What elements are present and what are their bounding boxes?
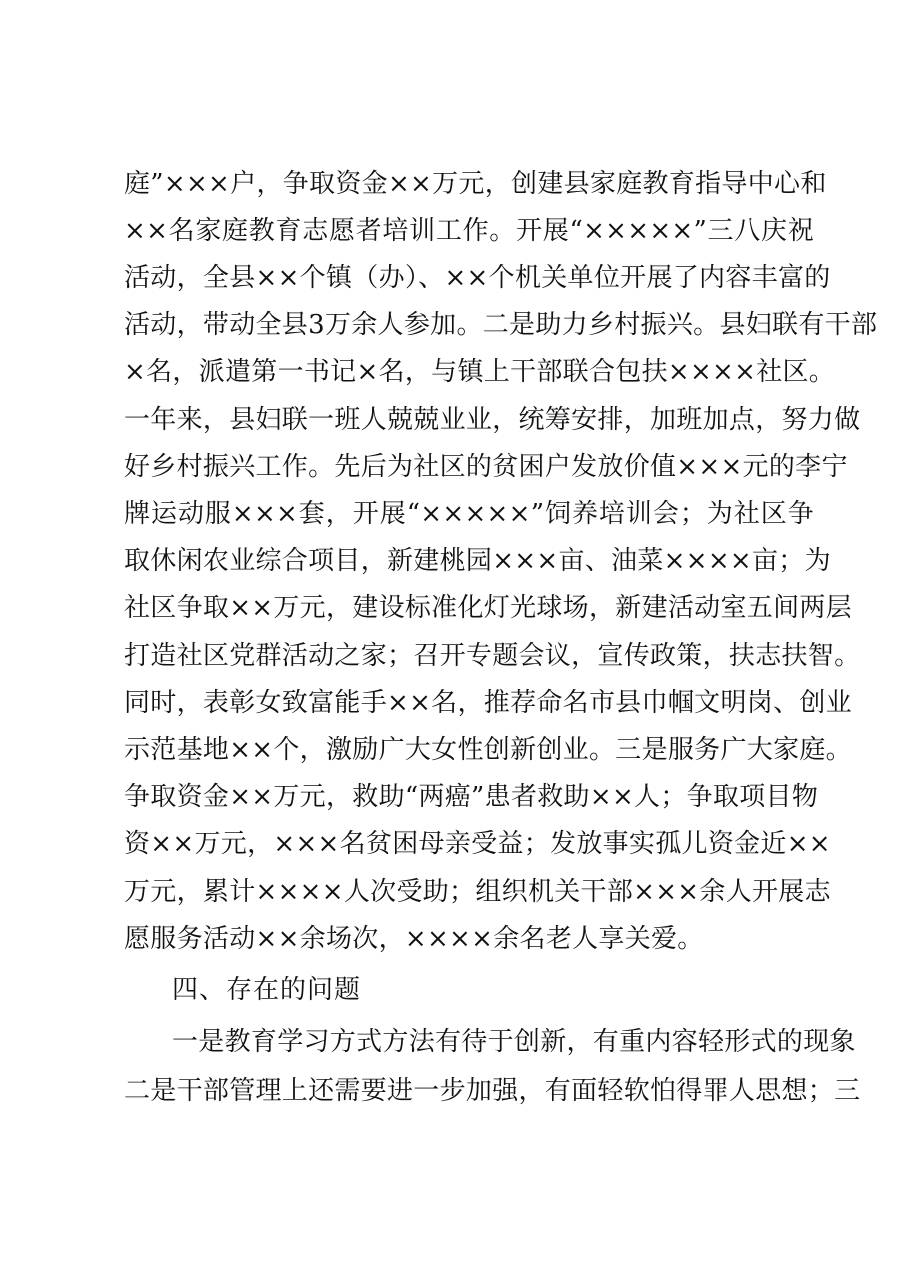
paragraph-line: 愿服务活动××余场次，××××余名老人享关爱。 — [124, 924, 704, 954]
paragraph-line: 打造社区党群活动之家；召开专题会议，宣传政策，扶志扶智。 — [124, 641, 861, 671]
paragraph-line: 取休闲农业综合项目，新建桃园×××亩、油菜××××亩；为 — [124, 546, 831, 576]
paragraph-line: 一是教育学习方式方法有待于创新，有重内容轻形式的现象 — [172, 1027, 856, 1057]
paragraph-line: 庭”×××户，争取资金××万元，创建县家庭教育指导中心和 — [124, 169, 827, 199]
paragraph-line: 好乡村振兴工作。先后为社区的贫困户发放价值×××元的李宁 — [124, 452, 848, 482]
paragraph-line: 社区争取××万元，建设标准化灯光球场，新建活动室五间两层 — [124, 593, 852, 623]
paragraph-line: 资××万元，×××名贫困母亲受益；发放事实孤儿资金近×× — [124, 829, 831, 859]
section-heading: 四、存在的问题 — [172, 975, 362, 1005]
paragraph-line: 争取资金××万元，救助“两癌”患者救助××人；争取项目物 — [124, 782, 819, 812]
paragraph-line: 示范基地××个，激励广大女性创新创业。三是服务广大家庭。 — [124, 735, 852, 765]
paragraph-line: 二是干部管理上还需要进一步加强，有面轻软怕得罪人思想；三 — [124, 1076, 861, 1106]
paragraph-line: ×名，派遣第一书记×名，与镇上干部联合包扶××××社区。 — [124, 357, 836, 387]
paragraph-line: 同时，表彰女致富能手××名，推荐命名市县巾帼文明岗、创业 — [124, 688, 852, 718]
paragraph-line: 活动，全县××个镇（办）、××个机关单位开展了内容丰富的 — [124, 263, 831, 293]
paragraph-line: ××名家庭教育志愿者培训工作。开展“×××××”三八庆祝 — [124, 216, 814, 246]
paragraph-line: 牌运动服×××套，开展“×××××”饲养培训会；为社区争 — [124, 499, 814, 529]
paragraph-line: 万元，累计××××人次受助；组织机关干部×××余人开展志 — [124, 877, 831, 907]
paragraph-line: 活动，带动全县3万余人参加。二是助力乡村振兴。县妇联有干部 — [124, 310, 878, 340]
paragraph-line: 一年来，县妇联一班人兢兢业业，统筹安排，加班加点，努力做 — [124, 405, 861, 435]
